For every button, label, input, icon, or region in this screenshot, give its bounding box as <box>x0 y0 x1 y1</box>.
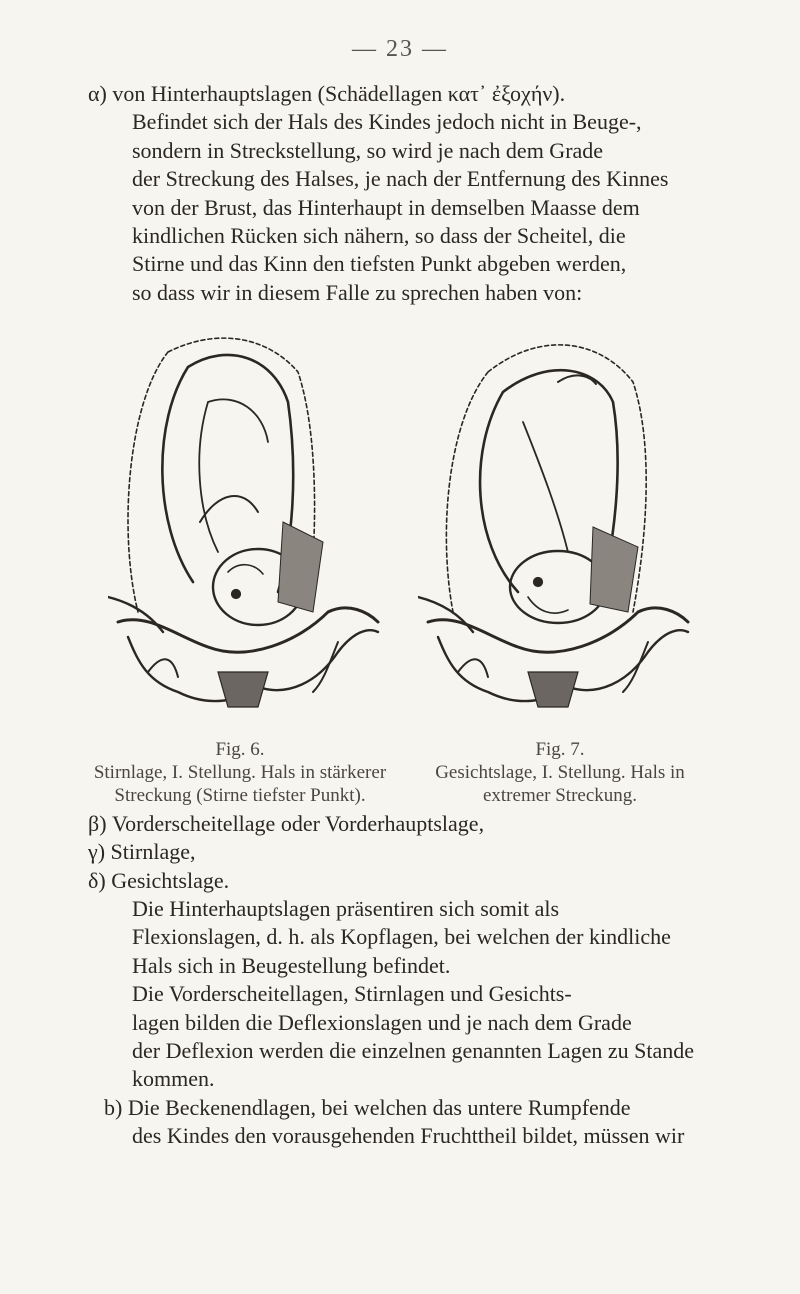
list-item-gamma: γ) Stirnlage, <box>88 839 196 865</box>
list-item-delta: δ) Gesichtslage. <box>88 867 230 893</box>
intro-line-4: der Streckung des Halses, je nach der Entfernung des Kinnes <box>132 166 669 192</box>
intro-line-7: Stirne und das Kinn den tiefsten Punkt abgeben werden, <box>132 251 627 277</box>
fig-6-caption-line-2: Streckung (Stirne tiefster Punkt). <box>114 785 366 806</box>
intro-line-6: kindlichen Rücken sich nähern, so dass der Scheitel, die <box>132 223 626 249</box>
body-line-7: kommen. <box>132 1066 215 1092</box>
fig-7-caption-line-2: extremer Streckung. <box>482 785 638 806</box>
body-line-8: b) Die Beckenendlagen, bei welchen das untere Rumpfende <box>104 1094 631 1120</box>
intro-line-5: von der Brust, das Hinterhaupt in demselben Maasse dem <box>132 194 640 220</box>
list-item-beta: β) Vorderscheitellage oder Vorderhauptslage, <box>88 811 485 836</box>
body-line-3: Hals sich in Beugestellung befindet. <box>132 952 451 978</box>
body-line-4: Die Vorderscheitellagen, Stirnlagen und Gesichts- <box>132 981 572 1007</box>
fig-6-illustration <box>108 312 388 732</box>
fig-6-caption-line-1: Stirnlage, I. Stellung. Hals in stärkerer <box>93 762 387 783</box>
body-line-6: der Deflexion werden die einzelnen genannten Lagen zu Stande <box>132 1038 694 1064</box>
body-line-1: Die Hinterhauptslagen präsentiren sich somit als <box>132 896 560 921</box>
intro-paragraph <box>88 80 708 307</box>
intro-line-3: sondern in Streckstellung, so wird je nach dem Grade <box>132 137 604 163</box>
intro-line-2: Befindet sich der Hals des Kindes jedoch nicht in Beuge-, <box>132 109 642 135</box>
body-text <box>96 895 708 1151</box>
fig-7-illustration <box>418 312 698 732</box>
page-number: — 23 — <box>352 36 448 62</box>
body-line-2: Flexionslagen, d. h. als Kopflagen, bei welchen der kindliche <box>132 924 671 950</box>
fig-6-label: Fig. 6. <box>215 739 265 760</box>
body-line-5: lagen bilden die Deflexionslagen und je nach dem Grade <box>132 1009 632 1035</box>
intro-line-8: so dass wir in diesem Falle zu sprechen haben von: <box>132 279 583 305</box>
fig-6-caption <box>80 738 400 807</box>
position-list <box>88 810 700 895</box>
fig-7-label: Fig. 7. <box>535 739 585 760</box>
figure-area <box>100 312 700 732</box>
fig-7-caption-line-1: Gesichtslage, I. Stellung. Hals in <box>435 762 685 783</box>
fig-7-caption <box>410 738 710 807</box>
body-line-9: des Kindes den vorausgehenden Fruchttheil bildet, müssen wir <box>132 1123 685 1149</box>
intro-line-1: α) von Hinterhauptslagen (Schädellagen κατ᾽ ἐξοχήν). <box>88 81 566 106</box>
